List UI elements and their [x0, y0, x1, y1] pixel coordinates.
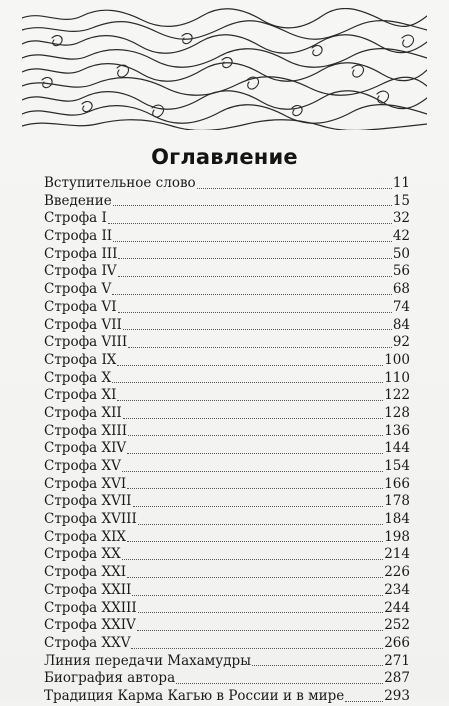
toc-leader-dots: [131, 648, 383, 649]
toc-entry-title: Введение: [44, 192, 112, 209]
toc-leader-dots: [138, 524, 383, 525]
toc-entry: [44, 193, 410, 211]
toc-entry-page: 214: [384, 546, 410, 563]
toc-entry: [44, 370, 410, 388]
toc-leader-dots: [127, 453, 383, 454]
toc-entry-title: Строфа XVIII: [44, 511, 137, 528]
toc-entry-title: Строфа III: [44, 245, 118, 262]
toc-entry: [44, 670, 410, 688]
toc-entry-title: Строфа V: [44, 281, 112, 298]
toc-entry: [44, 405, 410, 423]
toc-entry: [44, 299, 410, 317]
toc-entry-page: 198: [384, 528, 410, 545]
toc-entry: [44, 688, 410, 706]
toc-entry-page: 166: [384, 475, 410, 492]
toc-entry-page: 15: [392, 192, 410, 209]
toc-entry-title: Вступительное слово: [44, 175, 196, 191]
toc-leader-dots: [132, 595, 383, 596]
toc-entry: [44, 387, 410, 405]
toc-entry: [44, 600, 410, 618]
toc-entry-page: 42: [392, 228, 410, 245]
toc-entry-page: 56: [392, 263, 410, 280]
toc-entry-page: 144: [384, 440, 410, 457]
toc-entry-page: 287: [384, 670, 410, 687]
toc-entry: [44, 246, 410, 264]
toc-entry: [44, 263, 410, 281]
toc-entry-page: 32: [392, 210, 410, 227]
toc-leader-dots: [133, 506, 384, 507]
toc-leader-dots: [128, 435, 383, 436]
toc-leader-dots: [113, 241, 392, 242]
toc-entry-title: Строфа VII: [44, 316, 122, 333]
toc-entry: [44, 281, 410, 299]
toc-entry-title: Строфа VI: [44, 298, 117, 315]
table-of-contents: [44, 175, 410, 706]
toc-leader-dots: [123, 329, 392, 330]
toc-entry: [44, 228, 410, 246]
toc-leader-dots: [117, 400, 383, 401]
toc-entry-page: 50: [392, 245, 410, 262]
toc-entry-title: Строфа X: [44, 369, 112, 386]
toc-entry-title: Строфа XXII: [44, 581, 132, 598]
toc-leader-dots: [128, 347, 392, 348]
toc-entry: [44, 653, 410, 671]
toc-entry-title: Строфа XXV: [44, 634, 131, 651]
toc-entry: [44, 582, 410, 600]
toc-entry: [44, 493, 410, 511]
toc-leader-dots: [137, 630, 383, 631]
toc-leader-dots: [252, 665, 383, 666]
toc-entry-page: 122: [384, 387, 410, 404]
toc-entry: [44, 458, 410, 476]
toc-entry-page: 136: [384, 422, 410, 439]
toc-entry-title: Строфа XXIII: [44, 599, 137, 616]
toc-entry-title: Строфа XVI: [44, 475, 127, 492]
toc-entry-page: 266: [384, 634, 410, 651]
page-title: Оглавление: [151, 145, 298, 169]
toc-leader-dots: [117, 365, 383, 366]
toc-leader-dots: [197, 188, 392, 189]
toc-entry-page: 178: [384, 493, 410, 510]
toc-entry-title: Биография автора: [44, 670, 176, 687]
toc-entry-page: 68: [392, 281, 410, 298]
toc-leader-dots: [127, 488, 383, 489]
toc-leader-dots: [112, 382, 383, 383]
toc-entry: [44, 529, 410, 547]
toc-entry-page: 226: [384, 564, 410, 581]
toc-entry: [44, 635, 410, 653]
toc-leader-dots: [118, 312, 392, 313]
toc-entry: [44, 546, 410, 564]
toc-entry-page: 293: [384, 687, 410, 704]
toc-entry-page: 271: [384, 652, 410, 669]
toc-leader-dots: [345, 701, 383, 702]
cloud-ornament-icon: [22, 8, 427, 130]
toc-entry-title: Традиция Карма Кагью в России и в мире: [44, 687, 345, 704]
toc-entry-title: Строфа VIII: [44, 334, 128, 351]
toc-entry: [44, 423, 410, 441]
toc-leader-dots: [118, 276, 392, 277]
toc-entry: [44, 564, 410, 582]
toc-entry-title: Строфа XII: [44, 404, 122, 421]
toc-entry: [44, 476, 410, 494]
toc-entry-page: 128: [384, 404, 410, 421]
toc-leader-dots: [127, 541, 383, 542]
toc-entry: [44, 175, 410, 193]
toc-entry-page: 84: [392, 316, 410, 333]
toc-leader-dots: [113, 205, 392, 206]
toc-leader-dots: [118, 258, 391, 259]
toc-entry-title: Строфа I: [44, 210, 107, 227]
toc-entry-title: Строфа IX: [44, 351, 117, 368]
toc-leader-dots: [112, 294, 392, 295]
toc-entry-page: 244: [384, 599, 410, 616]
toc-entry-title: Строфа XI: [44, 387, 117, 404]
toc-entry-page: 184: [384, 511, 410, 528]
toc-entry-page: 154: [384, 458, 410, 474]
toc-leader-dots: [122, 559, 384, 560]
toc-entry-page: 252: [384, 617, 410, 634]
toc-entry-title: Линия передачи Махамудры: [44, 652, 251, 669]
toc-entry-page: 234: [384, 581, 410, 598]
toc-leader-dots: [127, 577, 383, 578]
toc-entry-page: 74: [392, 298, 410, 315]
toc-leader-dots: [176, 683, 383, 684]
toc-entry-title: Строфа IV: [44, 263, 117, 280]
toc-leader-dots: [138, 612, 384, 613]
toc-entry: [44, 334, 410, 352]
toc-leader-dots: [122, 471, 383, 472]
toc-entry: [44, 617, 410, 635]
toc-entry-title: Строфа XIII: [44, 422, 128, 439]
toc-leader-dots: [123, 418, 383, 419]
toc-entry-title: Строфа XXIV: [44, 617, 136, 634]
toc-entry-page: 110: [384, 369, 410, 386]
toc-entry-title: Строфа XVII: [44, 493, 132, 510]
toc-leader-dots: [108, 223, 392, 224]
toc-entry: [44, 511, 410, 529]
toc-entry-title: Строфа XV: [44, 458, 121, 474]
toc-entry-page: 100: [384, 351, 410, 368]
toc-entry: [44, 317, 410, 335]
toc-entry: [44, 352, 410, 370]
toc-entry-title: Строфа XIX: [44, 528, 127, 545]
toc-entry: [44, 210, 410, 228]
toc-entry-title: Строфа II: [44, 228, 113, 245]
toc-entry-title: Строфа XXI: [44, 564, 127, 581]
toc-entry-title: Строфа XX: [44, 546, 121, 563]
toc-entry-page: 11: [392, 175, 410, 191]
toc-entry-title: Строфа XIV: [44, 440, 127, 457]
toc-entry: [44, 440, 410, 458]
toc-entry-page: 92: [392, 334, 410, 351]
